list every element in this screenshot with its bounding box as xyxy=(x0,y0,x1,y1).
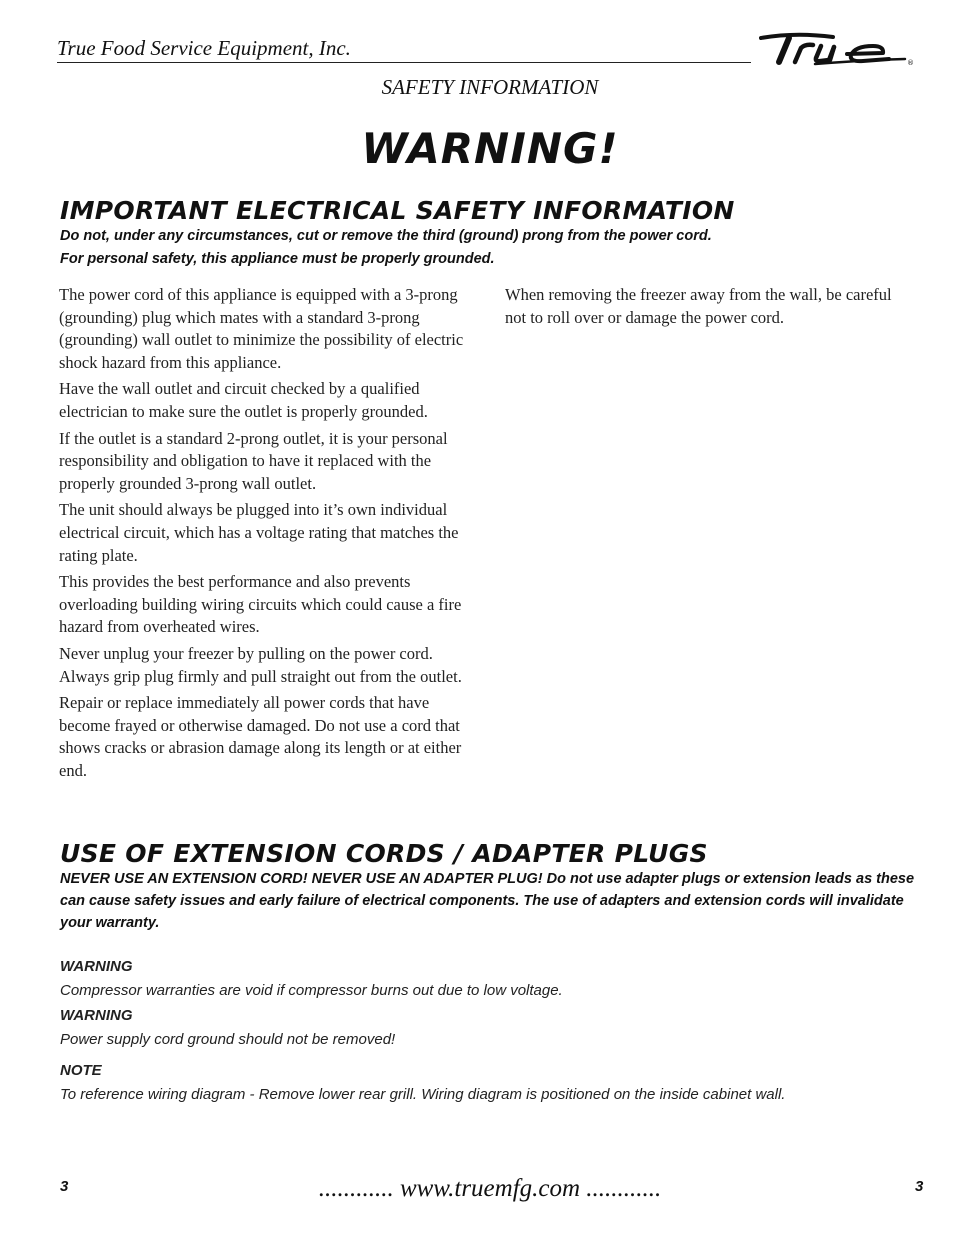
extension-cords-heading: USE OF EXTENSION CORDS / ADAPTER PLUGS xyxy=(60,839,708,868)
warning-text: Compressor warranties are void if compressor burns out due to low voltage. xyxy=(60,982,563,999)
paragraph: This provides the best performance and also prevents overloading building wiring circuits which could cause a fire hazard from overheated wires. xyxy=(59,572,462,637)
paragraph: The power cord of this appliance is equipped with a 3-prong (grounding) plug which mates with a standard 3-prong (grounding) wall outlet to minimize the possibility of electric shock hazard from this appliance. xyxy=(59,285,464,372)
section-label: SAFETY INFORMATION xyxy=(381,75,599,99)
registered-mark: ® xyxy=(907,59,914,67)
header-rule xyxy=(57,62,751,63)
extension-cords-subheading: NEVER USE AN EXTENSION CORD! NEVER USE AN ADAPTER PLUG! Do not use adapter plugs or extension leads as these can cause safety issues and early failure of electrical components. The use of adapters and extension cords will invalidate your warranty. xyxy=(60,871,915,931)
left-column xyxy=(59,284,477,786)
subheading-line: For personal safety, this appliance must be properly grounded. xyxy=(60,251,495,267)
paragraph: When removing the freezer away from the wall, be careful not to roll over or damage the power cord. xyxy=(505,285,892,327)
electrical-safety-heading: IMPORTANT ELECTRICAL SAFETY INFORMATION xyxy=(60,196,735,225)
notes-block xyxy=(60,955,930,1108)
paragraph: Repair or replace immediately all power cords that have become frayed or otherwise damaged. Do not use a cord that shows cracks or abrasion damage along its length or at either end. xyxy=(59,693,462,780)
page-number-left: 3 xyxy=(60,1178,69,1195)
warning-title: WARNING! xyxy=(361,124,619,173)
electrical-safety-subheading xyxy=(60,225,930,271)
page-number-right: 3 xyxy=(915,1178,924,1195)
note-label: NOTE xyxy=(60,1062,102,1079)
note-text: To reference wiring diagram - Remove lower rear grill. Wiring diagram is positioned on the inside cabinet wall. xyxy=(60,1086,786,1103)
company-name: True Food Service Equipment, Inc. xyxy=(57,36,351,60)
true-logo xyxy=(755,28,920,72)
warning-label: WARNING xyxy=(60,958,133,975)
paragraph: If the outlet is a standard 2-prong outlet, it is your personal responsibility and obligation to have it replaced with the properly grounded 3-prong wall outlet. xyxy=(59,428,448,493)
subheading-line: Do not, under any circumstances, cut or remove the third (ground) prong from the power cord. xyxy=(60,228,712,244)
paragraph: The unit should always be plugged into it’s own individual electrical circuit, which has a voltage rating that matches the rating plate. xyxy=(59,500,459,565)
footer-url: ............ www.truemfg.com ............ xyxy=(318,1175,662,1202)
right-column xyxy=(505,284,900,333)
paragraph: Never unplug your freezer by pulling on the power cord. Always grip plug firmly and pull straight out from the outlet. xyxy=(59,643,462,686)
warning-text: Power supply cord ground should not be removed! xyxy=(60,1031,396,1048)
warning-label: WARNING xyxy=(60,1007,133,1024)
paragraph: Have the wall outlet and circuit checked by a qualified electrician to make sure the outlet is properly grounded. xyxy=(59,379,428,421)
